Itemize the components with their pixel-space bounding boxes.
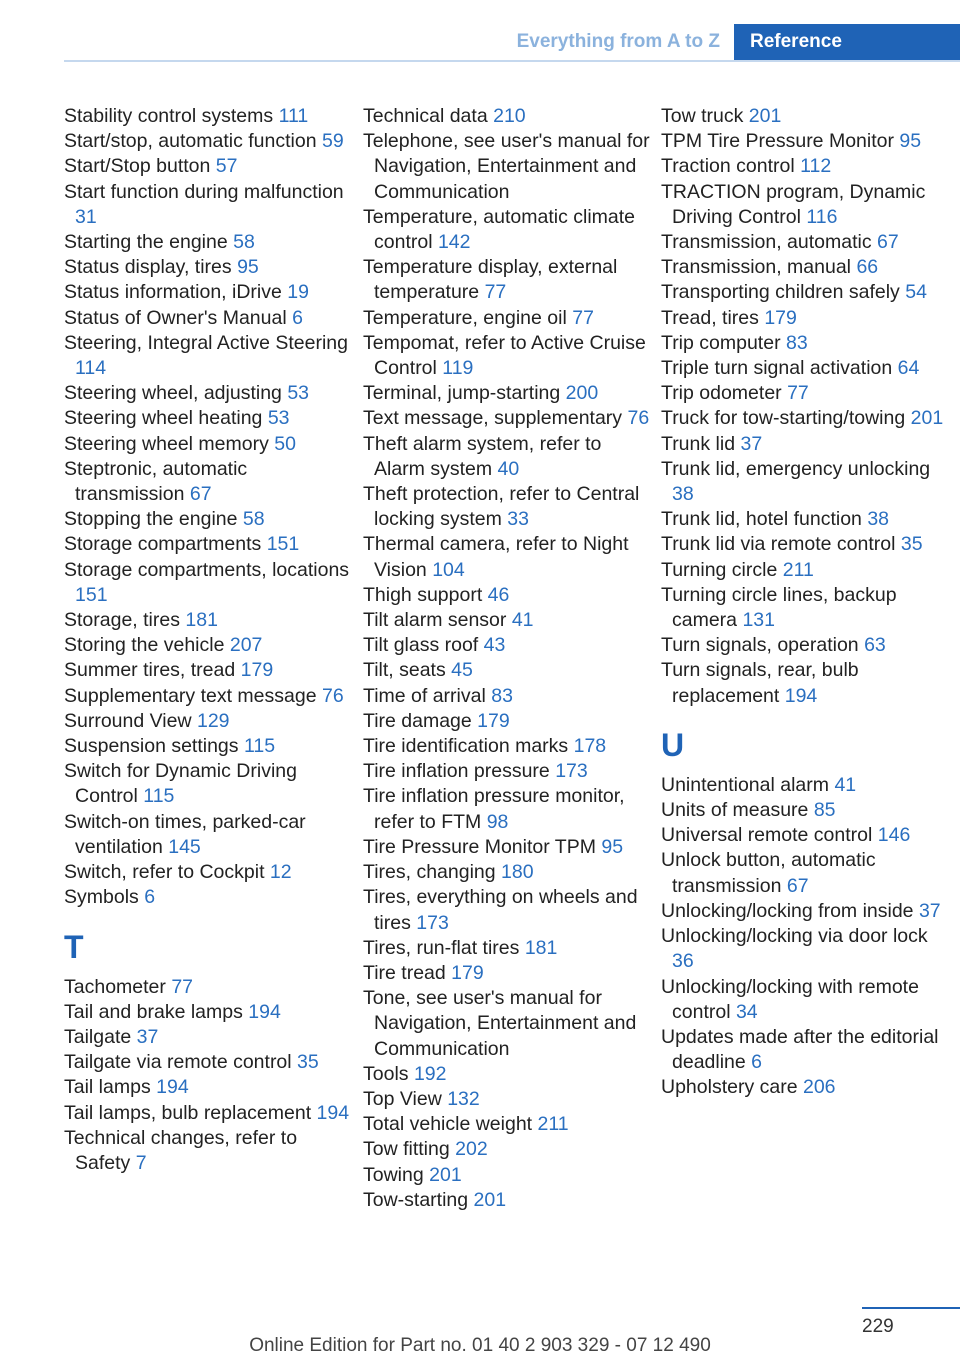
- index-entry: [363, 1087, 653, 1112]
- index-entry-term: Tire identification marks: [363, 735, 569, 758]
- index-entry-term: Steering wheel memory: [64, 432, 269, 455]
- index-page-link[interactable]: 19: [287, 281, 309, 304]
- index-page-link[interactable]: 67: [877, 231, 899, 254]
- index-entry: [64, 608, 354, 633]
- index-page-link[interactable]: 179: [240, 659, 274, 682]
- index-page-link[interactable]: 67: [189, 483, 212, 506]
- index-page-link[interactable]: 6: [144, 886, 156, 909]
- index-entry-term: Start function during malfunction: [64, 180, 344, 203]
- index-page-link[interactable]: 116: [806, 205, 838, 228]
- index-page-link[interactable]: 180: [501, 861, 534, 884]
- index-page-link[interactable]: 210: [493, 105, 526, 127]
- index-entry: [661, 280, 951, 305]
- index-entry: [64, 709, 354, 734]
- index-page-link[interactable]: 119: [442, 357, 474, 380]
- index-page-link[interactable]: 33: [507, 508, 529, 531]
- index-page-link[interactable]: 131: [742, 609, 775, 632]
- index-entry-term: Temperature display, external temperature: [363, 256, 618, 304]
- index-entry-term: Tire inflation pressure: [363, 760, 550, 783]
- index-entry-term: Tilt glass roof: [363, 634, 479, 657]
- index-page-link[interactable]: 201: [429, 1163, 462, 1186]
- index-page-link[interactable]: 38: [672, 483, 694, 506]
- index-entry: [661, 406, 951, 431]
- index-entry-term: Tail and brake lamps: [64, 1000, 243, 1023]
- index-entry: [64, 306, 354, 331]
- index-page-link[interactable]: 181: [185, 609, 218, 632]
- index-entry: [363, 835, 653, 860]
- index-entry-term: Suspension settings: [64, 735, 239, 758]
- index-entry-term: Universal remote control: [661, 824, 873, 847]
- index-page-link[interactable]: 58: [233, 231, 255, 254]
- index-entry-term: Trunk lid via remote control: [661, 533, 896, 556]
- index-entry: [661, 1025, 951, 1075]
- index-entry-term: Units of measure: [661, 799, 809, 822]
- index-entry: [363, 129, 653, 205]
- index-entry-term: Supplementary text message: [64, 684, 317, 707]
- index-entry: [64, 734, 354, 759]
- index-entry-term: Tilt, seats: [363, 659, 446, 682]
- index-entry-term: Text message, supplementary: [363, 407, 623, 430]
- index-entry-term: Tow truck: [661, 105, 744, 127]
- index-page-link[interactable]: 178: [573, 735, 607, 758]
- index-entry: [661, 798, 951, 823]
- index-page-link[interactable]: 202: [455, 1138, 488, 1161]
- index-entry: [661, 356, 951, 381]
- index-entry: [661, 658, 951, 708]
- index-page-link[interactable]: 37: [136, 1025, 159, 1048]
- index-entry: [363, 306, 653, 331]
- index-entry-term: Theft alarm system, refer to Alarm system: [363, 432, 602, 480]
- index-entry-term: Steering wheel, adjusting: [64, 382, 282, 405]
- index-page-link[interactable]: 7: [135, 1151, 147, 1174]
- index-entry: [363, 885, 653, 935]
- index-page-link[interactable]: 35: [297, 1051, 319, 1074]
- index-entry-term: Status information, iDrive: [64, 281, 282, 304]
- index-entry-term: Unlocking/locking via door lock: [661, 925, 928, 948]
- index-entry-term: Tread, tires: [661, 306, 759, 329]
- index-entry: [64, 975, 354, 1000]
- index-entry-term: Tools: [363, 1062, 409, 1085]
- index-page-link[interactable]: 179: [764, 306, 797, 329]
- index-page-link[interactable]: 36: [672, 950, 694, 973]
- index-entry: [64, 633, 354, 658]
- index-entry-term: Unlocking/locking with remote control: [661, 975, 919, 1023]
- index-entry-term: Tire damage: [363, 709, 472, 732]
- index-entry-term: Tire Pressure Monitor TPM: [363, 835, 596, 858]
- index-page-link[interactable]: 50: [274, 432, 296, 455]
- index-page-link[interactable]: 58: [242, 508, 265, 531]
- index-entry: [661, 457, 951, 507]
- index-page-link[interactable]: 95: [601, 835, 624, 858]
- index-entry: [661, 507, 951, 532]
- index-entry: [661, 532, 951, 557]
- index-entry: [64, 1025, 354, 1050]
- index-entry-term: Temperature, engine oil: [363, 306, 567, 329]
- index-entry-term: Steering wheel heating: [64, 407, 263, 430]
- index-page-link[interactable]: 151: [266, 533, 300, 556]
- index-page-link[interactable]: 201: [748, 105, 782, 127]
- index-page-link[interactable]: 173: [416, 911, 449, 934]
- index-page-link[interactable]: 145: [168, 835, 201, 858]
- index-entry-term: Telephone, see user's manual for Navigation, Entertainment and Communication: [363, 130, 650, 203]
- index-entry-term: Summer tires, tread: [64, 659, 236, 682]
- index-entry-term: Triple turn signal activation: [661, 357, 893, 380]
- index-entry-term: Trip computer: [661, 331, 781, 354]
- index-entry-term: Steering, Integral Active Steering: [64, 331, 348, 354]
- page-header: [64, 24, 960, 62]
- index-entry-term: Start/stop, automatic function: [64, 130, 317, 153]
- page-number-rule: [862, 1307, 960, 1309]
- index-entry: [64, 432, 354, 457]
- index-entry-term: Tail lamps, bulb replacement: [64, 1101, 312, 1124]
- index-entry: [64, 457, 354, 507]
- index-page-link[interactable]: 179: [451, 961, 484, 984]
- index-entry: [363, 482, 653, 532]
- index-entry-term: TRACTION program, Dynamic Driving Control: [661, 180, 926, 228]
- index-entry: [363, 1188, 653, 1213]
- index-entry: [661, 180, 951, 230]
- index-page-link[interactable]: 192: [413, 1062, 447, 1085]
- index-entry-term: Transporting children safely: [661, 281, 900, 304]
- index-entry: [64, 860, 354, 885]
- index-entry-term: Status display, tires: [64, 256, 232, 279]
- index-entry-term: Tilt alarm sensor: [363, 609, 507, 632]
- index-entry-term: Transmission, automatic: [661, 231, 872, 254]
- index-page-link[interactable]: 63: [864, 634, 886, 657]
- index-page-link[interactable]: 6: [292, 306, 303, 329]
- index-entry: [661, 583, 951, 633]
- index-page-link[interactable]: 207: [229, 634, 263, 657]
- index-page-link[interactable]: 146: [877, 824, 911, 847]
- index-page-link[interactable]: 37: [740, 432, 763, 455]
- index-entry: [661, 331, 951, 356]
- index-page-link[interactable]: 194: [784, 684, 818, 707]
- index-page-link[interactable]: 211: [782, 558, 814, 581]
- index-entry: [64, 684, 354, 709]
- index-page-link[interactable]: 46: [487, 583, 510, 606]
- index-entry: [363, 860, 653, 885]
- index-entry: [64, 1075, 354, 1100]
- index-entry-term: Thigh support: [363, 583, 483, 606]
- index-entry-term: Symbols: [64, 886, 139, 909]
- index-page-link[interactable]: 194: [248, 1000, 281, 1023]
- index-entry: [64, 129, 354, 154]
- index-entry-term: Turn signals, operation: [661, 634, 859, 657]
- index-entry-term: Tires, changing: [363, 861, 496, 884]
- index-page-link[interactable]: 111: [278, 105, 309, 127]
- index-entry: [64, 759, 354, 809]
- index-entry: [363, 331, 653, 381]
- index-page-link[interactable]: 53: [267, 407, 290, 430]
- index-entry: [661, 154, 951, 179]
- index-entry-term: Status of Owner's Manual: [64, 306, 287, 329]
- index-entry-term: Stopping the engine: [64, 508, 238, 531]
- index-page-link[interactable]: 40: [497, 457, 520, 480]
- index-entry-term: Storage compartments, locations: [64, 558, 350, 581]
- index-page-link[interactable]: 12: [269, 861, 292, 884]
- index-entry: [64, 406, 354, 431]
- index-entry-term: Transmission, manual: [661, 256, 852, 279]
- index-page-link[interactable]: 95: [237, 256, 259, 279]
- index-page-link[interactable]: 85: [813, 799, 836, 822]
- index-entry: [363, 658, 653, 683]
- index-page-link[interactable]: 77: [572, 306, 594, 329]
- index-letter-heading: T: [64, 928, 84, 965]
- index-entry-term: Tail lamps: [64, 1076, 151, 1099]
- index-entry: [363, 784, 653, 834]
- index-entry-term: Total vehicle weight: [363, 1113, 533, 1136]
- index-entry: [661, 129, 951, 154]
- index-entry-term: Theft protection, refer to Central locking system: [363, 483, 640, 531]
- section-tab: Reference: [734, 24, 960, 62]
- index-entry-term: Trip odometer: [661, 382, 782, 405]
- index-entry-term: Thermal camera, refer to Night Vision: [363, 533, 629, 581]
- index-entry-term: Starting the engine: [64, 231, 228, 254]
- index-entry-term: Tires, everything on wheels and tires: [363, 886, 638, 934]
- index-page-link[interactable]: 45: [451, 659, 473, 682]
- index-entry-term: Unlocking/locking from inside: [661, 899, 914, 922]
- index-entry: [64, 381, 354, 406]
- index-entry: [661, 432, 951, 457]
- index-entry-term: Turning circle: [661, 558, 778, 581]
- index-page-link[interactable]: 206: [802, 1076, 836, 1099]
- index-entry: [363, 608, 653, 633]
- index-page-link[interactable]: 38: [867, 508, 890, 531]
- index-entry: [363, 1137, 653, 1162]
- index-page-link[interactable]: 77: [171, 975, 194, 998]
- index-page-link[interactable]: 76: [321, 684, 344, 707]
- index-page-link[interactable]: 54: [905, 281, 927, 304]
- index-entry: [661, 558, 951, 583]
- index-entry: [363, 684, 653, 709]
- index-entry-term: Start/Stop button: [64, 155, 211, 178]
- index-entry-term: Trunk lid, hotel function: [661, 508, 862, 531]
- index-entry-term: Trunk lid, emergency unlocking: [661, 457, 931, 480]
- index-entry-term: Turning circle lines, backup camera: [661, 583, 897, 632]
- index-entry: [661, 899, 951, 924]
- index-entry: [661, 255, 951, 280]
- index-entry-term: Unlock button, automatic transmission: [661, 849, 876, 897]
- index-entry: [363, 986, 653, 1062]
- index-entry-term: Top View: [363, 1087, 442, 1110]
- index-entry-term: Trunk lid: [661, 432, 736, 455]
- index-entry-term: Switch-on times, parked-car ventilation: [64, 810, 306, 858]
- index-entry: [661, 306, 951, 331]
- index-entry: [661, 975, 951, 1025]
- index-entry: [64, 885, 354, 910]
- index-page-link[interactable]: 37: [918, 899, 941, 922]
- index-entry-term: Updates made after the editorial deadline: [661, 1025, 939, 1074]
- index-page-link[interactable]: 114: [75, 357, 107, 380]
- index-entry: [64, 331, 354, 381]
- index-entry-term: Tone, see user's manual for Navigation, Entertainment and Communication: [363, 987, 637, 1060]
- index-page-link[interactable]: 64: [897, 357, 920, 380]
- index-entry-term: Storage compartments: [64, 533, 262, 556]
- index-entry: [363, 255, 653, 305]
- index-entry: [64, 230, 354, 255]
- index-page-link[interactable]: 53: [287, 382, 310, 405]
- index-entry-term: Towing: [363, 1163, 424, 1186]
- index-page-link[interactable]: 95: [899, 130, 922, 153]
- index-entry-term: Tow fitting: [363, 1138, 450, 1161]
- index-entry: [64, 154, 354, 179]
- index-entry: [661, 633, 951, 658]
- index-entry: [661, 230, 951, 255]
- index-entry: [64, 255, 354, 280]
- index-page-link[interactable]: 41: [834, 773, 857, 796]
- index-entry: [363, 406, 653, 431]
- index-page-link[interactable]: 115: [143, 785, 175, 808]
- index-entry: [64, 104, 354, 129]
- index-page-link[interactable]: 132: [447, 1087, 480, 1110]
- index-page-link[interactable]: 142: [437, 231, 471, 254]
- header-rule: [64, 60, 960, 62]
- index-entry: [661, 924, 951, 974]
- index-entry: [363, 583, 653, 608]
- index-page-link[interactable]: 201: [910, 407, 944, 430]
- index-entry: [363, 936, 653, 961]
- index-entry: [661, 104, 951, 129]
- index-column-2: [363, 104, 653, 1213]
- index-entry-term: Storing the vehicle: [64, 634, 225, 657]
- index-entry: [64, 1000, 354, 1025]
- index-entry-term: Upholstery care: [661, 1076, 798, 1099]
- index-entry-term: Tow-starting: [363, 1188, 469, 1211]
- index-page-link[interactable]: 77: [484, 281, 507, 304]
- index-page-link[interactable]: 31: [75, 205, 97, 228]
- index-page-link[interactable]: 83: [491, 684, 513, 707]
- index-page-link[interactable]: 201: [473, 1188, 507, 1211]
- index-page-link[interactable]: 211: [537, 1113, 569, 1136]
- index-page-link[interactable]: 115: [243, 735, 276, 758]
- index-entry: [363, 734, 653, 759]
- index-page-link[interactable]: 194: [156, 1076, 189, 1099]
- index-column-1: [64, 104, 354, 1176]
- index-page-link[interactable]: 151: [75, 583, 108, 606]
- index-entry-term: Tire inflation pressure monitor, refer to FTM: [363, 785, 625, 833]
- index-entry: [661, 848, 951, 898]
- footer-edition-text: Online Edition for Part no. 01 40 2 903 329 - 07 12 490: [249, 1335, 711, 1356]
- index-page-link[interactable]: 129: [196, 709, 230, 732]
- index-entry-term: Tires, run-flat tires: [363, 936, 520, 959]
- index-entry: [64, 810, 354, 860]
- index-page-link[interactable]: 34: [735, 1000, 758, 1023]
- index-page-link[interactable]: 77: [787, 382, 809, 405]
- index-page-link[interactable]: 35: [900, 533, 923, 556]
- index-entry-term: Technical data: [363, 105, 488, 127]
- index-entry: [64, 280, 354, 305]
- index-entry: [363, 759, 653, 784]
- index-entry: [363, 532, 653, 582]
- page-number: 229: [862, 1316, 894, 1337]
- index-entry: [661, 823, 951, 848]
- index-entry: [363, 709, 653, 734]
- index-entry-term: Switch for Dynamic Driving Control: [64, 760, 297, 808]
- index-page-link[interactable]: 200: [565, 382, 599, 405]
- index-entry: [363, 1062, 653, 1087]
- index-entry: [363, 961, 653, 986]
- index-entry-term: Switch, refer to Cockpit: [64, 861, 265, 884]
- index-entry-term: Surround View: [64, 709, 192, 732]
- index-entry-term: Tailgate via remote control: [64, 1051, 292, 1074]
- index-page-link[interactable]: 194: [316, 1101, 350, 1124]
- index-entry: [363, 633, 653, 658]
- index-page-link[interactable]: 66: [856, 256, 879, 279]
- index-entry-term: Unintentional alarm: [661, 773, 830, 796]
- index-entry: [661, 773, 951, 798]
- index-entry: [363, 1112, 653, 1137]
- index-entry: [363, 104, 653, 129]
- index-entry: [661, 1075, 951, 1100]
- index-page-link[interactable]: 59: [321, 130, 344, 153]
- index-entry: [64, 558, 354, 608]
- index-entry: [64, 532, 354, 557]
- index-page-link[interactable]: 104: [432, 558, 465, 581]
- index-entry-term: Stability control systems: [64, 105, 274, 127]
- index-entry-term: Tire tread: [363, 961, 446, 984]
- index-page-link[interactable]: 43: [483, 634, 506, 657]
- index-entry-term: Tempomat, refer to Active Cruise Control: [363, 331, 646, 380]
- index-entry-term: Tailgate: [64, 1025, 132, 1048]
- index-entry-term: Terminal, jump-starting: [363, 382, 561, 405]
- index-entry-term: Truck for tow-starting/towing: [661, 407, 906, 430]
- index-entry: [363, 205, 653, 255]
- index-entry: [64, 180, 354, 230]
- index-entry-term: Tachometer: [64, 975, 166, 998]
- index-entry-term: Technical changes, refer to Safety: [64, 1126, 298, 1174]
- index-entry: [64, 507, 354, 532]
- index-page-link[interactable]: 41: [511, 609, 534, 632]
- index-page-link[interactable]: 181: [524, 936, 558, 959]
- index-page-link[interactable]: 76: [627, 407, 650, 430]
- index-entry: [64, 1050, 354, 1075]
- section-title: Everything from A to Z: [516, 31, 720, 52]
- index-entry: [363, 432, 653, 482]
- index-entry-term: Turn signals, rear, bulb replacement: [661, 659, 859, 707]
- index-entry-term: Time of arrival: [363, 684, 486, 707]
- index-page-link[interactable]: 173: [555, 760, 588, 783]
- index-page-link[interactable]: 83: [785, 331, 808, 354]
- index-entry-term: TPM Tire Pressure Monitor: [661, 130, 894, 153]
- index-entry-term: Temperature, automatic climate control: [363, 205, 636, 254]
- index-entry: [363, 1163, 653, 1188]
- index-page-link[interactable]: 112: [800, 155, 832, 178]
- index-page-link[interactable]: 57: [215, 155, 238, 178]
- index-entry-term: Storage, tires: [64, 609, 180, 632]
- index-page-link[interactable]: 6: [751, 1051, 763, 1074]
- index-page-link[interactable]: 67: [786, 874, 809, 897]
- index-entry-term: Steptronic, automatic transmission: [64, 457, 248, 506]
- index-page-link[interactable]: 98: [486, 810, 509, 833]
- index-letter-heading: U: [661, 726, 685, 763]
- index-entry: [661, 381, 951, 406]
- index-entry: [64, 658, 354, 683]
- index-entry: [363, 381, 653, 406]
- index-page-link[interactable]: 179: [477, 709, 510, 732]
- index-entry: [64, 1126, 354, 1176]
- index-entry-term: Traction control: [661, 155, 795, 178]
- index-column-3: [661, 104, 951, 1101]
- index-entry: [64, 1101, 354, 1126]
